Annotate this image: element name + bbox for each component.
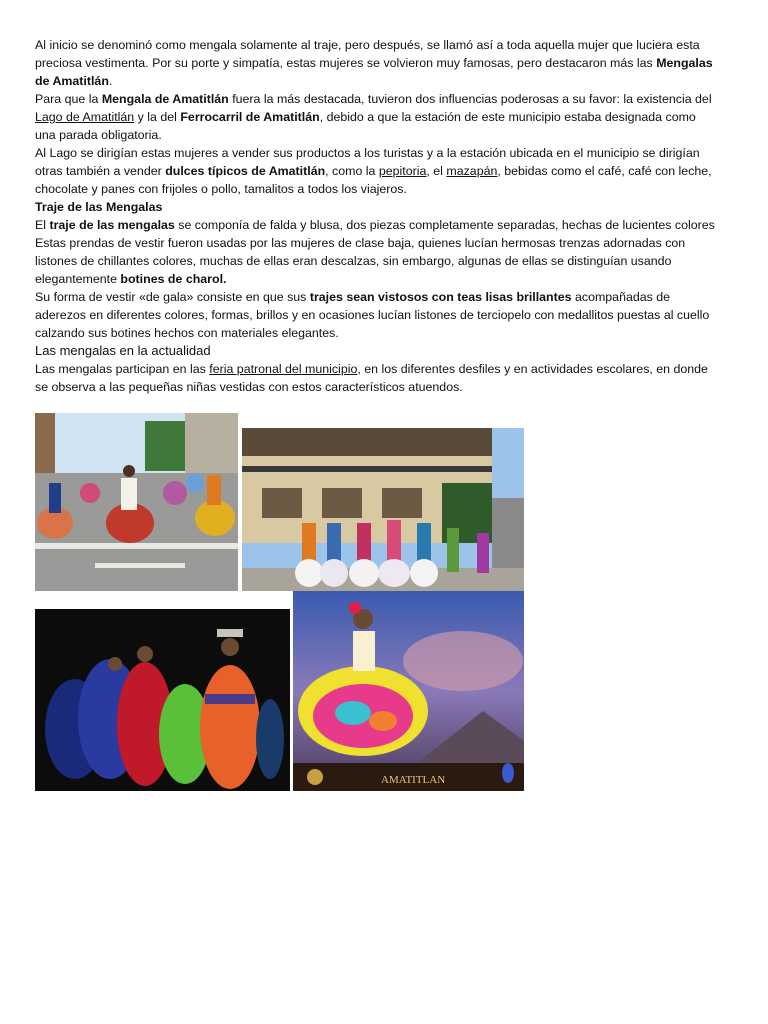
link-feria-patronal[interactable]: feria patronal del municipio <box>209 362 358 376</box>
paragraph-actualidad <box>35 360 715 396</box>
text: Para que la <box>35 92 102 106</box>
text: acompañadas de aderezos en diferentes colores, formas, brillos y en ocasiones lucían listones de terciopelo con medallitos puestas al cuello calzando sus botines hechos con materiales elegantes. <box>35 290 710 340</box>
bold-text: trajes sean vistosos con teas lisas brillantes <box>309 290 572 304</box>
photo-stage-dancers <box>35 609 290 791</box>
text: , debido a que la estación de este municipio estaba designada como una parada obligatoria. <box>35 110 696 142</box>
text: Estas prendas de vestir fueron usadas por las mujeres de clase baja, quienes lucían hermosas trenzas adornadas con listones de chillantes colores, muchas de ellas eran descalzas, sin embargo, algunas de ellas se distinguían usando elegantemente <box>35 236 686 286</box>
bold-text: Ferrocarril de Amatitlán <box>180 110 320 124</box>
text: Al Lago se dirigían estas mujeres a vender sus productos a los turistas y a la estación ubicada en el municipio se dirigían otras también a vender <box>35 146 700 178</box>
article-text <box>35 36 715 396</box>
text: Al inicio se denominó como mengala solamente al traje, pero después, se llamó así a toda aquella mujer que luciera esta preciosa vestimenta. Por su porte y simpatía, estas mujeres se volvieron muy famosas, pero destacaron más las <box>35 38 700 70</box>
text: El <box>35 218 50 232</box>
link-mazapan[interactable]: mazapán <box>446 164 498 178</box>
text: y la del <box>134 110 181 124</box>
text: se componía de falda y blusa, dos piezas completamente separadas, hechas de lucientes colores <box>174 218 715 232</box>
poster-caption: AMATITLAN <box>381 774 446 786</box>
paragraph-prendas <box>35 234 715 288</box>
text: , como la <box>325 164 379 178</box>
paragraph-gala <box>35 288 715 342</box>
paragraph-traje <box>35 216 715 234</box>
text: , bebidas como el café, café con leche, chocolate y panes con frijoles o pollo, tamalitos a todos los viajeros. <box>35 164 712 196</box>
bold-text: Mengalas de Amatitlán <box>35 56 713 88</box>
text: , el <box>426 164 447 178</box>
text: . <box>108 74 113 88</box>
text: Las mengalas participan en las <box>35 362 210 376</box>
photo-group-building <box>242 428 524 591</box>
photo-street-parade <box>35 413 238 591</box>
paragraph-vendors <box>35 144 715 198</box>
text: fuera la más destacada, tuvieron dos influencias poderosas a su favor: la existencia del <box>228 92 712 106</box>
section-heading-traje: Traje de las Mengalas <box>35 200 163 214</box>
bold-text: traje de las mengalas <box>49 218 175 232</box>
section-heading-actualidad: Las mengalas en la actualidad <box>35 343 211 358</box>
bold-text: dulces típicos de Amatitlán <box>165 164 326 178</box>
text: Su forma de vestir «de gala» consiste en que sus <box>35 290 310 304</box>
paragraph-intro <box>35 36 715 90</box>
bold-text: Mengala de Amatitlán <box>101 92 229 106</box>
link-pepitoria[interactable]: pepitoria <box>378 164 427 178</box>
link-lago-amatitlan[interactable]: Lago de Amatitlán <box>35 110 135 124</box>
text: , en los diferentes desfiles y en actividades escolares, en donde se observa a las pequeñas niñas vestidas con estos característicos atuendos. <box>35 362 708 394</box>
paragraph-influences <box>35 90 715 144</box>
photo-poster-amatitlan <box>293 591 524 791</box>
bold-text: botines de charol. <box>120 272 227 286</box>
